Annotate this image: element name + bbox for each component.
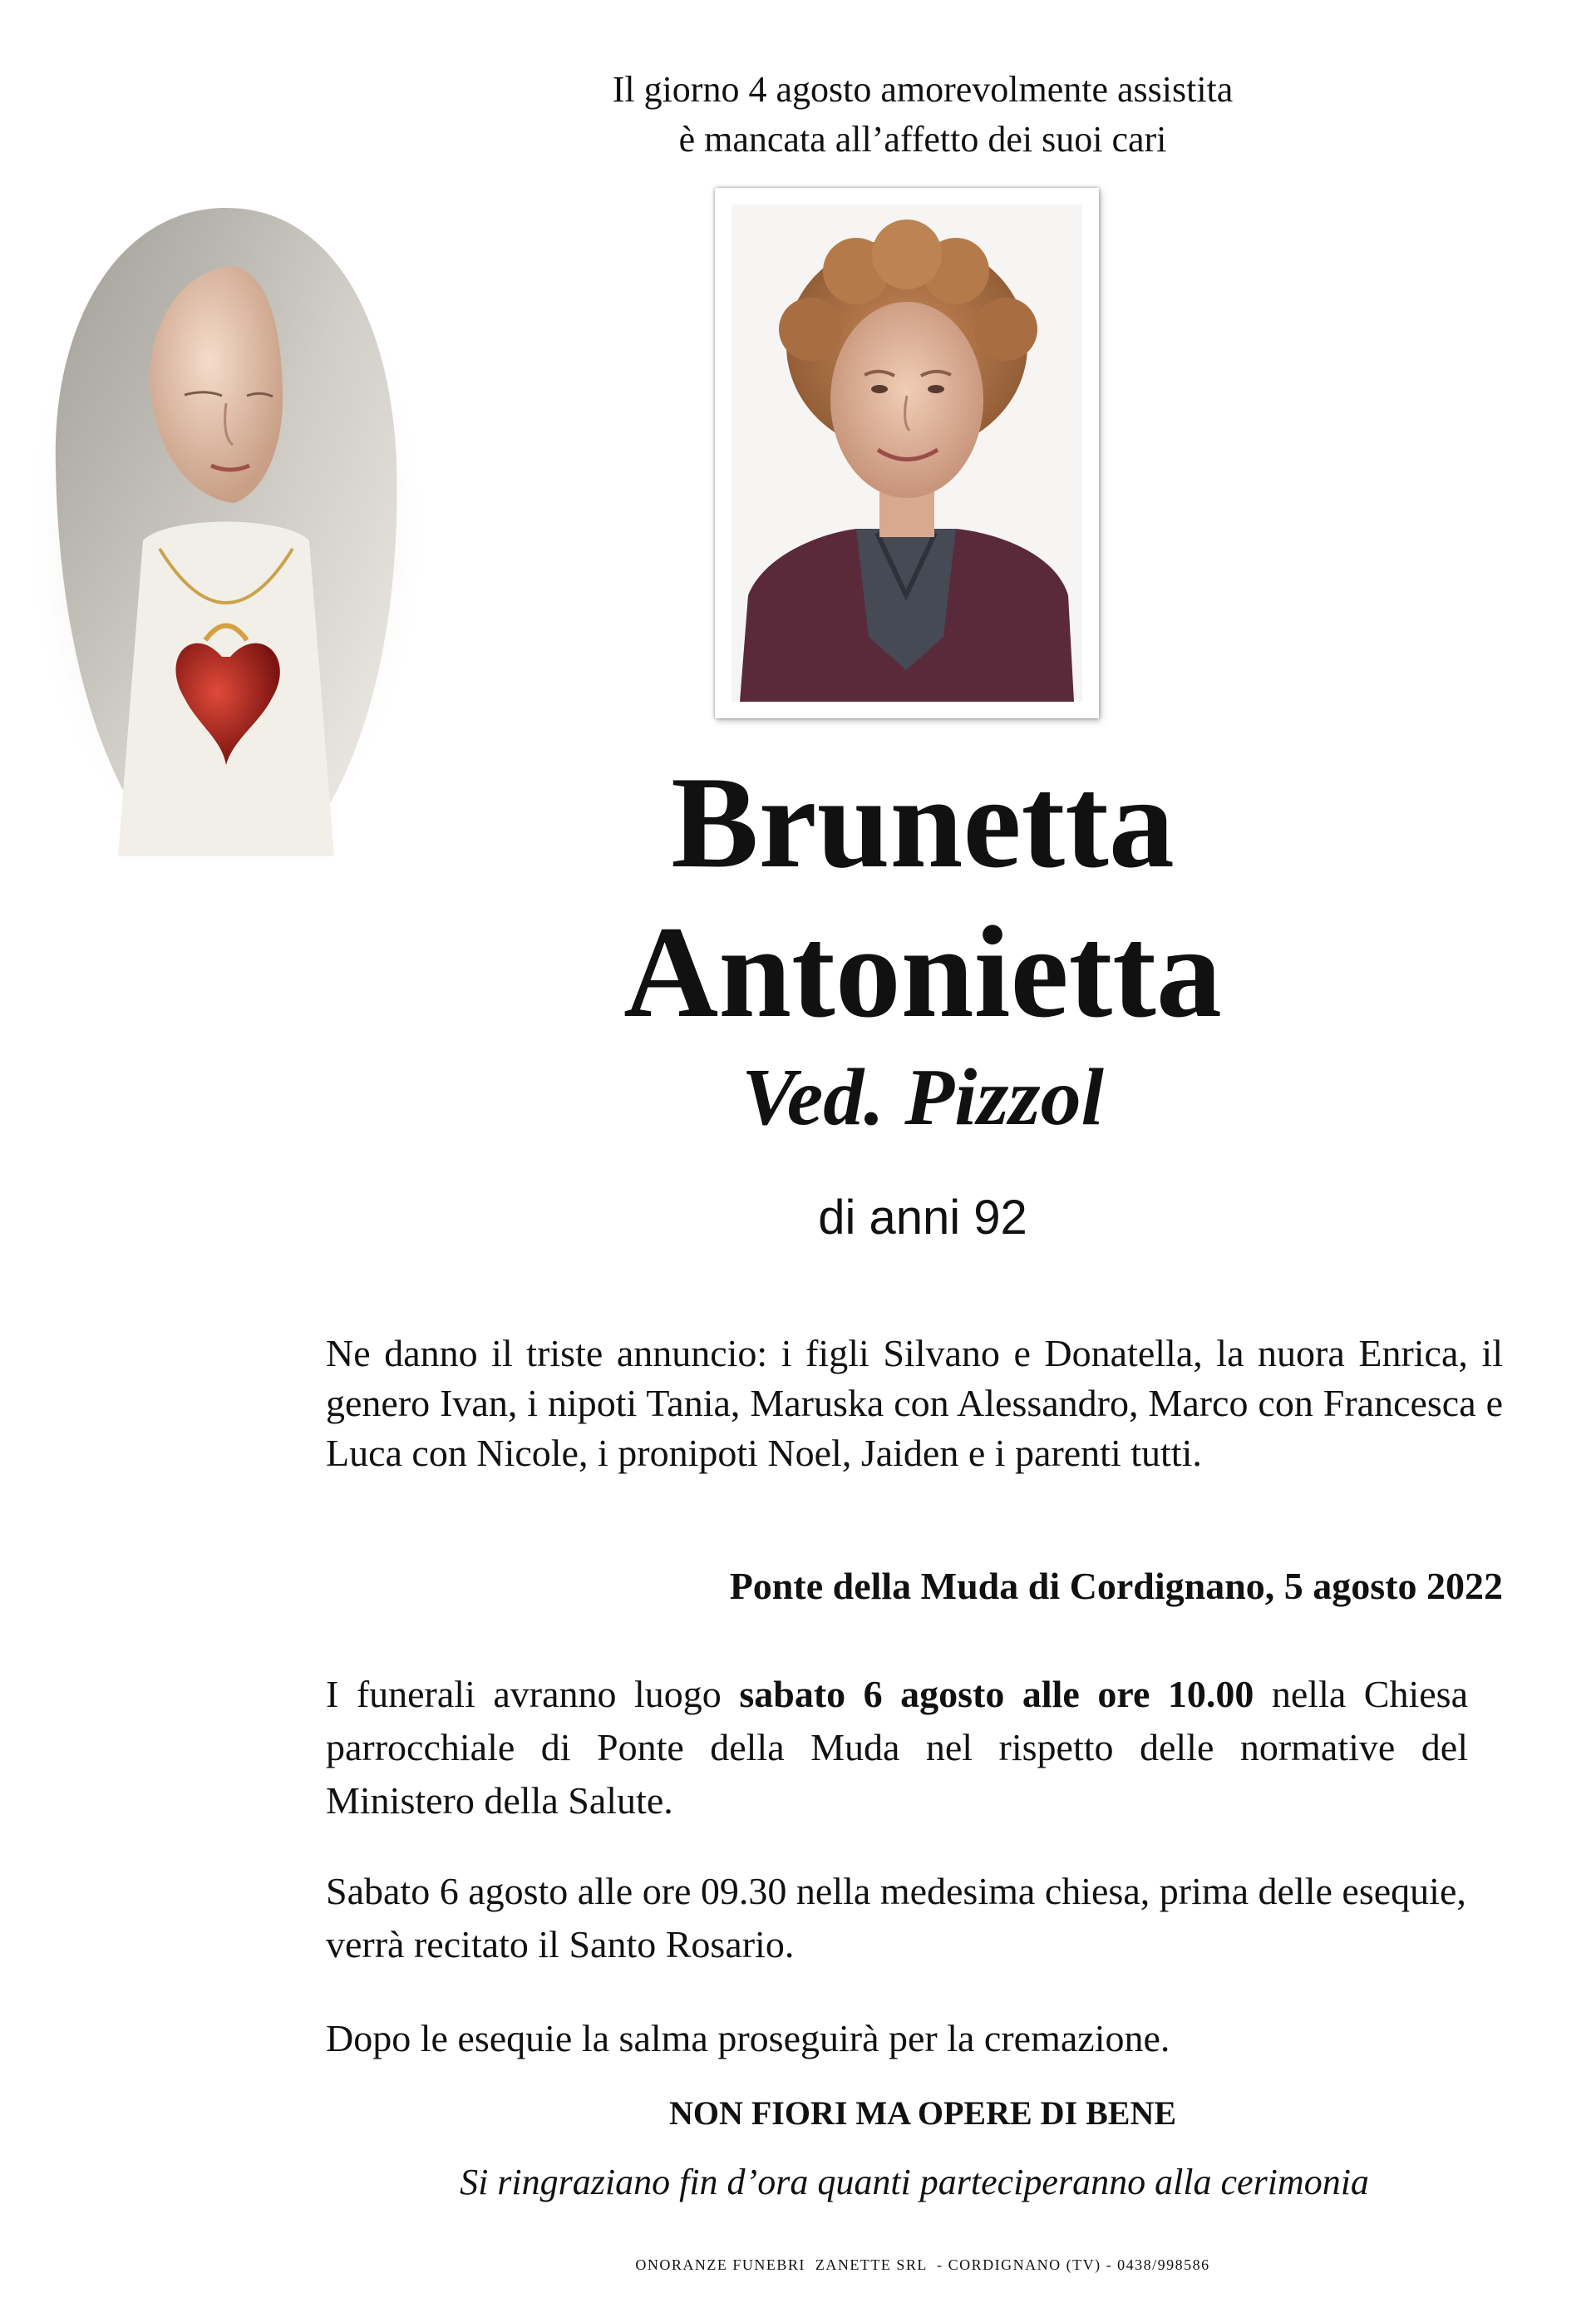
- funeral-text-part2: nella Chiesa parrocchiale di Ponte della Muda nel rispetto delle normative del Ministero della Salute.: [326, 1673, 1468, 1822]
- rosary-text: Sabato 6 agosto alle ore 09.30 nella medesima chiesa, prima delle esequie, verrà recitato il Santo Rosario.: [326, 1870, 1466, 1965]
- cremation-text: Dopo le esequie la salma proseguirà per la cremazione.: [326, 2017, 1170, 2059]
- intro-line-1: Il giorno 4 agosto amorevolmente assistita: [612, 69, 1234, 110]
- deceased-surname: Brunetta: [671, 750, 1175, 895]
- deceased-photo: [715, 188, 1099, 718]
- announcement-text: Ne danno il triste annuncio: i figli Silvano e Donatella, la nuora Enrica, il genero Ivan, i nipoti Tania, Maruska con Alessandro, Marco con Francesca e Luca con Nicole, i pronipoti Noel, Jaiden e i parenti tutti.: [326, 1332, 1503, 1474]
- deceased-first-name: Antonietta: [623, 900, 1222, 1045]
- funeral-date-time: sabato 6 agosto alle ore 10.00: [739, 1673, 1254, 1715]
- madonna-image: [18, 191, 434, 873]
- thanks-text: Si ringraziano fin d’ora quanti parteciperanno alla cerimonia: [460, 2162, 1369, 2202]
- funeral-text-part1: I funerali avranno luogo: [326, 1673, 740, 1715]
- intro-text: [466, 65, 1380, 165]
- footer-funeral-home: ONORANZE FUNEBRI ZANETTE SRL - CORDIGNANO (TV) - 0438/998586: [635, 2256, 1210, 2273]
- intro-line-2: è mancata all’affetto dei suoi cari: [678, 119, 1167, 160]
- age-text: di anni 92: [818, 1191, 1027, 1245]
- flowers-note: NON FIORI MA OPERE DI BENE: [668, 2094, 1177, 2132]
- widow-of: Ved. Pizzol: [741, 1053, 1104, 1142]
- funeral-text: [326, 1668, 1468, 1827]
- place-date: Ponte della Muda di Cordignano, 5 agosto 2022: [729, 1565, 1503, 1607]
